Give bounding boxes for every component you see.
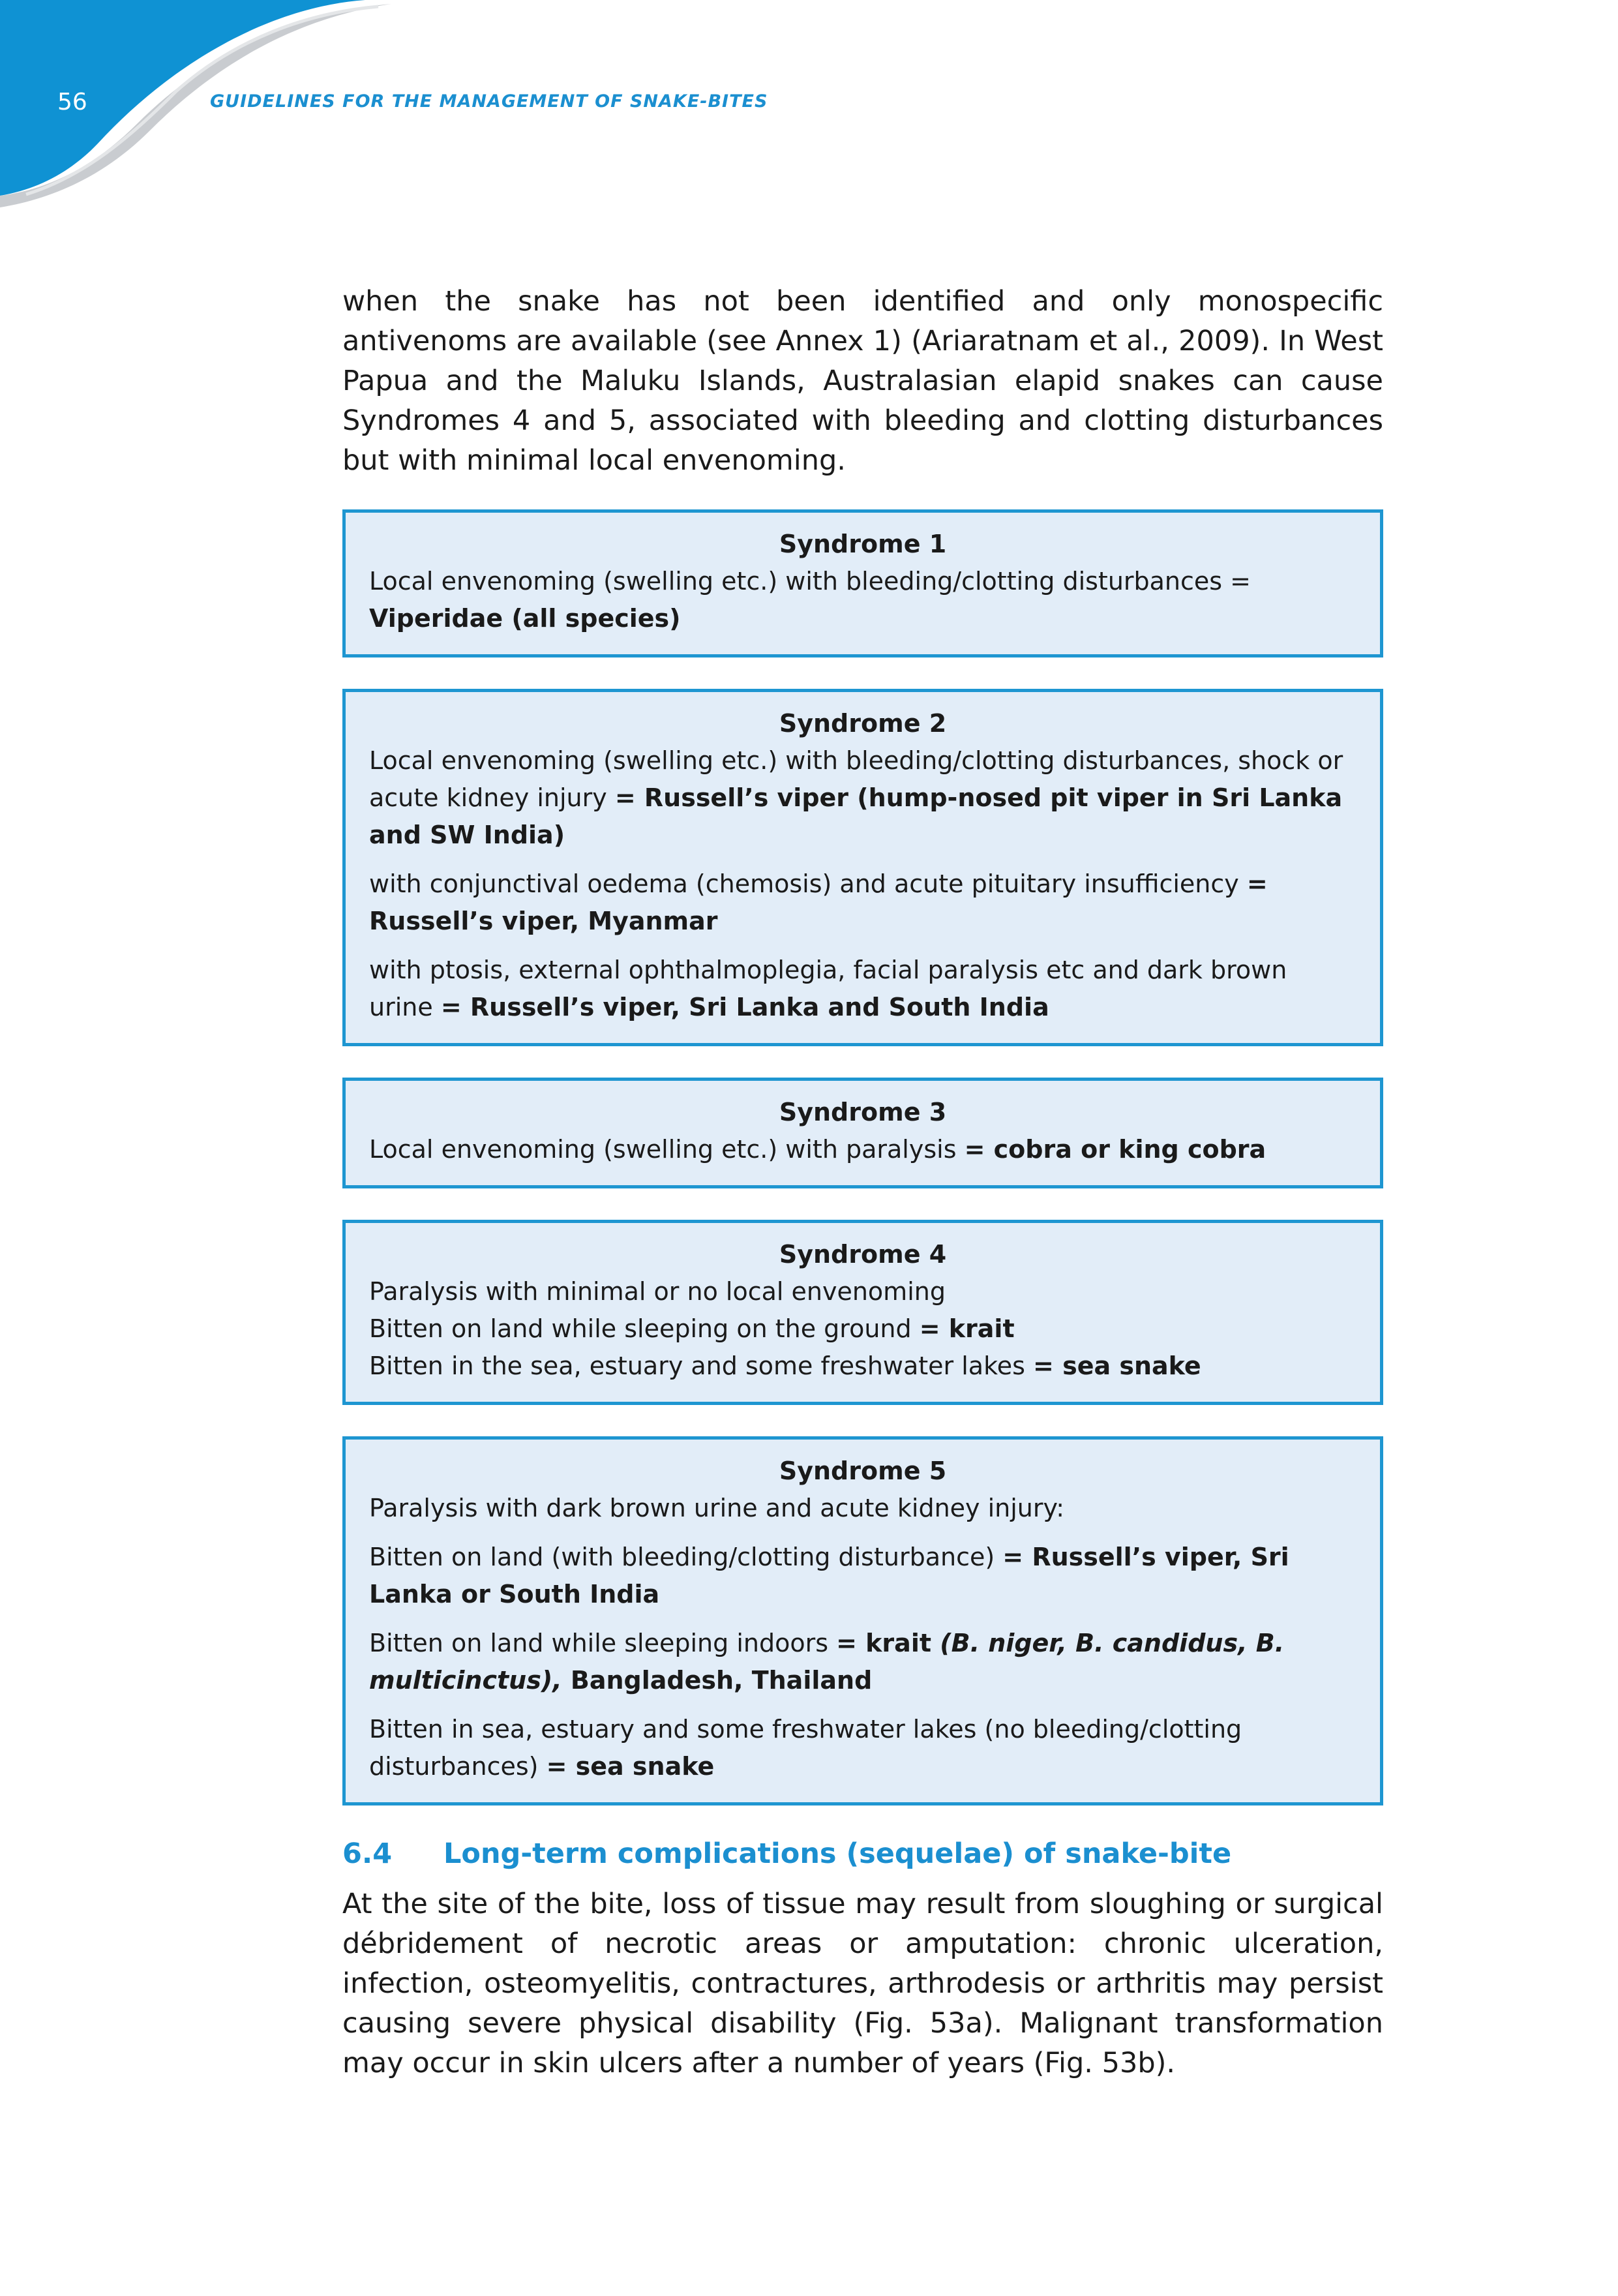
syndrome-5-para-3-countries: Bangladesh, Thailand [562, 1666, 873, 1695]
page-number: 56 [57, 89, 87, 115]
syndrome-1-title: Syndrome 1 [779, 530, 947, 558]
section-title: Long-term complications (sequelae) of snake-bite [443, 1837, 1232, 1870]
syndrome-5-line-1: Paralysis with dark brown urine and acute kidney injury: [369, 1494, 1065, 1522]
syndrome-4-line-1: Paralysis with minimal or no local envenoming [369, 1277, 946, 1306]
syndrome-2-para-1-text: Local envenoming (swelling etc.) with bleeding/clotting disturbances, shock or acute kidney injury [369, 746, 1343, 812]
syndrome-2-para-2-text: with conjunctival oedema (chemosis) and acute pituitary insufficiency [369, 869, 1247, 898]
syndrome-4-title: Syndrome 4 [779, 1240, 947, 1269]
syndrome-4-line-3-text: Bitten in the sea, estuary and some freshwater lakes [369, 1352, 1034, 1380]
syndrome-2-para-1-result: = Russell’s viper (hump-nosed pit viper in Sri Lanka and SW India) [369, 783, 1343, 849]
section-body: At the site of the bite, loss of tissue may result from sloughing or surgical débridement of necrotic areas or amputation: chronic ulceration, infection, osteomyelitis, contractures, arthrodesis or arthritis may persist causing severe physical disability (Fig. 53a). Malignant transformation may occur in skin ulcers after a number of years (Fig. 53b). [342, 1888, 1383, 2079]
syndrome-4-line-2-result: = krait [919, 1314, 1015, 1343]
syndrome-5-para-2 [369, 1539, 1356, 1613]
syndrome-3-line-1-result: = cobra or king cobra [964, 1135, 1266, 1164]
syndrome-3-title: Syndrome 3 [779, 1098, 947, 1126]
syndrome-5-para-4 [369, 1711, 1356, 1785]
syndrome-1-line-2: Viperidae (all species) [369, 604, 681, 633]
syndrome-5-para-3 [369, 1625, 1356, 1699]
syndrome-4-box [342, 1220, 1383, 1405]
page-content [342, 282, 1383, 2083]
syndrome-3-line-1-text: Local envenoming (swelling etc.) with paralysis [369, 1135, 965, 1164]
syndrome-5-para-3-text: Bitten on land while sleeping indoors [369, 1629, 837, 1657]
intro-paragraph: when the snake has not been identified and only monospecific antivenoms are available (see Annex 1) (Ariaratnam et al., 2009). In West Papua and the Maluku Islands, Australasian elapid snakes can cause Syndromes 4 and 5, associated with bleeding and clotting disturbances but with minimal local envenoming. [342, 285, 1383, 477]
syndrome-2-box [342, 689, 1383, 1046]
syndrome-3-box [342, 1078, 1383, 1188]
section-heading [342, 1834, 1383, 1874]
syndrome-2-title: Syndrome 2 [779, 709, 947, 738]
syndrome-5-para-3-species: (B. niger, B. candidus, B. multicinctus), [369, 1629, 1285, 1695]
syndrome-2-para-3-result: = Russell’s viper, Sri Lanka and South India [440, 993, 1049, 1021]
syndrome-5-para-4-result: = sea snake [546, 1752, 715, 1781]
syndrome-5-para-2-result: = Russell’s viper, Sri Lanka or South India [369, 1543, 1289, 1609]
syndrome-2-para-1 [369, 742, 1356, 854]
syndrome-4-line-2-text: Bitten on land while sleeping on the ground [369, 1314, 920, 1343]
running-header: GUIDELINES FOR THE MANAGEMENT OF SNAKE-BITES [210, 91, 768, 112]
syndrome-5-para-2-text: Bitten on land (with bleeding/clotting disturbance) [369, 1543, 1003, 1571]
syndrome-2-para-2-result: = Russell’s viper, Myanmar [369, 869, 1268, 935]
syndrome-4-line-3-result: = sea snake [1033, 1352, 1201, 1380]
syndrome-3-line-1 [369, 1131, 1356, 1168]
syndrome-5-title: Syndrome 5 [779, 1457, 947, 1485]
syndrome-5-box [342, 1436, 1383, 1805]
syndrome-2-para-3 [369, 952, 1356, 1026]
syndrome-5-para-4-text: Bitten in sea, estuary and some freshwater lakes (no bleeding/clotting disturbances) [369, 1715, 1242, 1781]
syndrome-4-line-2 [369, 1310, 1356, 1348]
syndrome-1-line-1: Local envenoming (swelling etc.) with bleeding/clotting disturbances = [369, 567, 1251, 596]
syndrome-4-line-3 [369, 1348, 1356, 1385]
section-number: 6.4 [342, 1837, 393, 1870]
syndrome-1-box [342, 509, 1383, 657]
syndrome-2-para-2 [369, 866, 1356, 940]
syndrome-2-para-3-text: with ptosis, external ophthalmoplegia, facial paralysis etc and dark brown urine [369, 956, 1287, 1021]
syndrome-5-para-3-result: = krait [836, 1629, 940, 1657]
